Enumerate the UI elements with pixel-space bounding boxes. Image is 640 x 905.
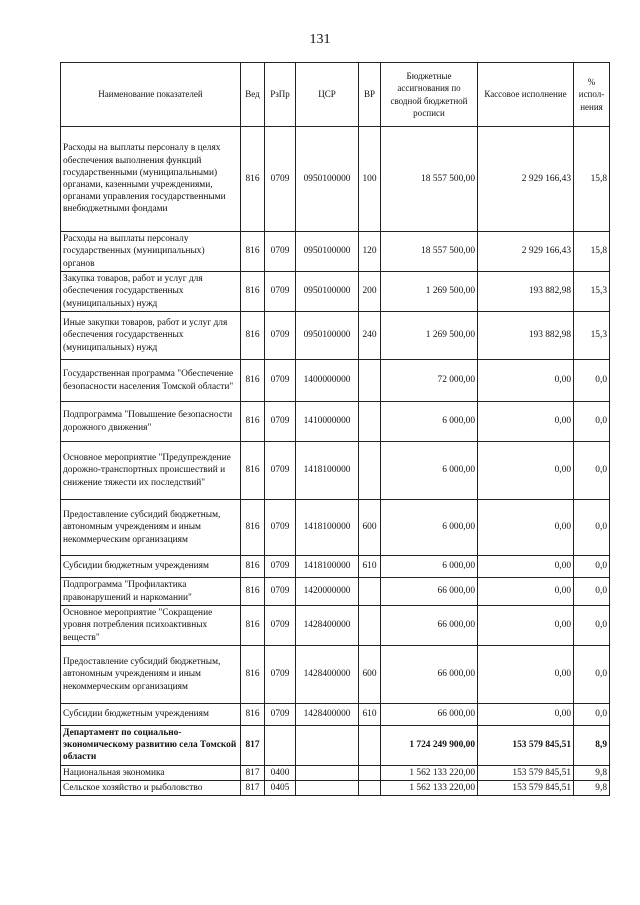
header-rzpr: РзПр — [265, 63, 296, 127]
cell-rzpr: 0709 — [265, 232, 296, 272]
cell-rzpr: 0709 — [265, 646, 296, 704]
cell-rzpr: 0709 — [265, 442, 296, 500]
table-row — [61, 556, 610, 578]
table-row — [61, 442, 610, 500]
cell-cash: 2 929 166,43 — [478, 232, 574, 272]
table-row — [61, 312, 610, 360]
cell-ved: 816 — [241, 402, 265, 442]
table-row — [61, 765, 610, 780]
cell-name: Иные закупки товаров, работ и услуг для обеспечения государственных (муниципальных) нужд — [61, 312, 241, 360]
cell-csr: 1428400000 — [296, 704, 359, 726]
cell-vr: 610 — [359, 704, 381, 726]
cell-ved: 816 — [241, 272, 265, 312]
cell-assigned: 1 562 133 220,00 — [381, 765, 478, 780]
cell-assigned: 6 000,00 — [381, 500, 478, 556]
cell-ved: 816 — [241, 312, 265, 360]
cell-csr: 0950100000 — [296, 127, 359, 232]
header-pct: % испол- нения — [574, 63, 610, 127]
cell-assigned: 66 000,00 — [381, 646, 478, 704]
cell-rzpr: 0709 — [265, 556, 296, 578]
cell-name: Подпрограмма "Профилактика правонарушений и наркомании" — [61, 578, 241, 606]
cell-name: Основное мероприятие "Сокращение уровня потребления психоактивных веществ" — [61, 606, 241, 646]
header-cash: Кассовое исполнение — [478, 63, 574, 127]
cell-name: Департамент по социально-экономическому развитию села Томской области — [61, 726, 241, 766]
cell-cash: 0,00 — [478, 442, 574, 500]
cell-rzpr: 0709 — [265, 127, 296, 232]
header-ved: Вед — [241, 63, 265, 127]
cell-ved: 816 — [241, 606, 265, 646]
cell-vr: 610 — [359, 556, 381, 578]
cell-ved: 816 — [241, 646, 265, 704]
cell-assigned: 66 000,00 — [381, 704, 478, 726]
table-row — [61, 500, 610, 556]
cell-rzpr — [265, 726, 296, 766]
table-row — [61, 402, 610, 442]
cell-name: Закупка товаров, работ и услуг для обеспечения государственных (муниципальных) нужд — [61, 272, 241, 312]
cell-vr — [359, 765, 381, 780]
budget-table — [60, 62, 610, 796]
cell-vr: 600 — [359, 500, 381, 556]
cell-pct: 0,0 — [574, 556, 610, 578]
cell-pct: 15,8 — [574, 232, 610, 272]
cell-csr: 1428400000 — [296, 606, 359, 646]
cell-csr: 0950100000 — [296, 272, 359, 312]
table-header-row — [61, 63, 610, 127]
cell-vr: 200 — [359, 272, 381, 312]
cell-csr: 0950100000 — [296, 312, 359, 360]
cell-ved: 816 — [241, 704, 265, 726]
cell-name: Предоставление субсидий бюджетным, автономным учреждениям и иным некоммерческим организациям — [61, 500, 241, 556]
cell-assigned: 1 269 500,00 — [381, 272, 478, 312]
cell-assigned: 18 557 500,00 — [381, 232, 478, 272]
cell-name: Субсидии бюджетным учреждениям — [61, 556, 241, 578]
cell-cash: 0,00 — [478, 500, 574, 556]
table-row — [61, 272, 610, 312]
cell-vr — [359, 578, 381, 606]
cell-assigned: 18 557 500,00 — [381, 127, 478, 232]
cell-name: Подпрограмма "Повышение безопасности дорожного движения" — [61, 402, 241, 442]
cell-assigned: 1 562 133 220,00 — [381, 780, 478, 795]
cell-rzpr: 0709 — [265, 360, 296, 402]
header-csr: ЦСР — [296, 63, 359, 127]
cell-csr: 1400000000 — [296, 360, 359, 402]
table-row — [61, 780, 610, 795]
table-row — [61, 578, 610, 606]
cell-rzpr: 0709 — [265, 500, 296, 556]
cell-pct: 9,8 — [574, 765, 610, 780]
cell-ved: 816 — [241, 442, 265, 500]
cell-ved: 817 — [241, 726, 265, 766]
cell-name: Сельское хозяйство и рыболовство — [61, 780, 241, 795]
table-row — [61, 360, 610, 402]
cell-vr: 240 — [359, 312, 381, 360]
table-row — [61, 606, 610, 646]
cell-pct: 9,8 — [574, 780, 610, 795]
table-row — [61, 646, 610, 704]
cell-pct: 0,0 — [574, 500, 610, 556]
cell-assigned: 66 000,00 — [381, 578, 478, 606]
cell-pct: 0,0 — [574, 646, 610, 704]
cell-ved: 816 — [241, 500, 265, 556]
cell-csr: 1418100000 — [296, 442, 359, 500]
cell-rzpr: 0709 — [265, 578, 296, 606]
header-assigned: Бюджетные ассигнования по сводной бюджетной росписи — [381, 63, 478, 127]
cell-cash: 153 579 845,51 — [478, 726, 574, 766]
cell-rzpr: 0400 — [265, 765, 296, 780]
cell-vr — [359, 442, 381, 500]
cell-assigned: 1 269 500,00 — [381, 312, 478, 360]
cell-pct: 15,3 — [574, 272, 610, 312]
cell-name: Субсидии бюджетным учреждениям — [61, 704, 241, 726]
cell-vr — [359, 360, 381, 402]
cell-pct: 8,9 — [574, 726, 610, 766]
cell-pct: 0,0 — [574, 360, 610, 402]
page-number: 131 — [309, 32, 331, 47]
table-row — [61, 726, 610, 766]
cell-name: Расходы на выплаты персоналу государственных (муниципальных) органов — [61, 232, 241, 272]
cell-name: Государственная программа "Обеспечение безопасности населения Томской области" — [61, 360, 241, 402]
cell-assigned: 6 000,00 — [381, 556, 478, 578]
cell-csr — [296, 780, 359, 795]
header-vr: ВР — [359, 63, 381, 127]
cell-rzpr: 0709 — [265, 312, 296, 360]
cell-assigned: 1 724 249 900,00 — [381, 726, 478, 766]
cell-cash: 0,00 — [478, 578, 574, 606]
cell-cash: 0,00 — [478, 556, 574, 578]
cell-vr — [359, 726, 381, 766]
cell-cash: 193 882,98 — [478, 272, 574, 312]
cell-rzpr: 0709 — [265, 402, 296, 442]
cell-csr: 1420000000 — [296, 578, 359, 606]
cell-csr: 1418100000 — [296, 556, 359, 578]
cell-cash: 0,00 — [478, 646, 574, 704]
cell-ved: 816 — [241, 232, 265, 272]
cell-assigned: 6 000,00 — [381, 402, 478, 442]
cell-rzpr: 0709 — [265, 606, 296, 646]
cell-csr — [296, 726, 359, 766]
cell-vr: 100 — [359, 127, 381, 232]
cell-pct: 0,0 — [574, 402, 610, 442]
cell-csr — [296, 765, 359, 780]
cell-assigned: 6 000,00 — [381, 442, 478, 500]
cell-vr: 120 — [359, 232, 381, 272]
cell-cash: 0,00 — [478, 402, 574, 442]
cell-ved: 817 — [241, 780, 265, 795]
cell-pct: 0,0 — [574, 606, 610, 646]
cell-ved: 816 — [241, 556, 265, 578]
cell-cash: 193 882,98 — [478, 312, 574, 360]
header-name: Наименование показателей — [61, 63, 241, 127]
table-row — [61, 127, 610, 232]
cell-cash: 0,00 — [478, 360, 574, 402]
cell-name: Основное мероприятие "Предупреждение дорожно-транспортных происшествий и снижение тяжести их последствий" — [61, 442, 241, 500]
cell-csr: 1418100000 — [296, 500, 359, 556]
cell-cash: 153 579 845,51 — [478, 780, 574, 795]
cell-rzpr: 0709 — [265, 704, 296, 726]
cell-pct: 0,0 — [574, 704, 610, 726]
cell-csr: 0950100000 — [296, 232, 359, 272]
table-row — [61, 704, 610, 726]
cell-vr — [359, 606, 381, 646]
cell-ved: 816 — [241, 578, 265, 606]
cell-ved: 817 — [241, 765, 265, 780]
cell-ved: 816 — [241, 127, 265, 232]
cell-cash: 0,00 — [478, 606, 574, 646]
cell-cash: 2 929 166,43 — [478, 127, 574, 232]
cell-vr — [359, 402, 381, 442]
cell-rzpr: 0709 — [265, 272, 296, 312]
cell-assigned: 66 000,00 — [381, 606, 478, 646]
cell-name: Национальная экономика — [61, 765, 241, 780]
cell-pct: 0,0 — [574, 442, 610, 500]
cell-vr — [359, 780, 381, 795]
cell-assigned: 72 000,00 — [381, 360, 478, 402]
cell-pct: 15,3 — [574, 312, 610, 360]
cell-rzpr: 0405 — [265, 780, 296, 795]
cell-name: Расходы на выплаты персоналу в целях обеспечения выполнения функций государственными (муниципальными) органами, казенными учреждениями, органами управления государственными внебюджетными фондами — [61, 127, 241, 232]
cell-csr: 1428400000 — [296, 646, 359, 704]
table-row — [61, 232, 610, 272]
cell-pct: 15,8 — [574, 127, 610, 232]
cell-vr: 600 — [359, 646, 381, 704]
cell-cash: 0,00 — [478, 704, 574, 726]
cell-csr: 1410000000 — [296, 402, 359, 442]
cell-ved: 816 — [241, 360, 265, 402]
cell-cash: 153 579 845,51 — [478, 765, 574, 780]
cell-name: Предоставление субсидий бюджетным, автономным учреждениям и иным некоммерческим организациям — [61, 646, 241, 704]
cell-pct: 0,0 — [574, 578, 610, 606]
